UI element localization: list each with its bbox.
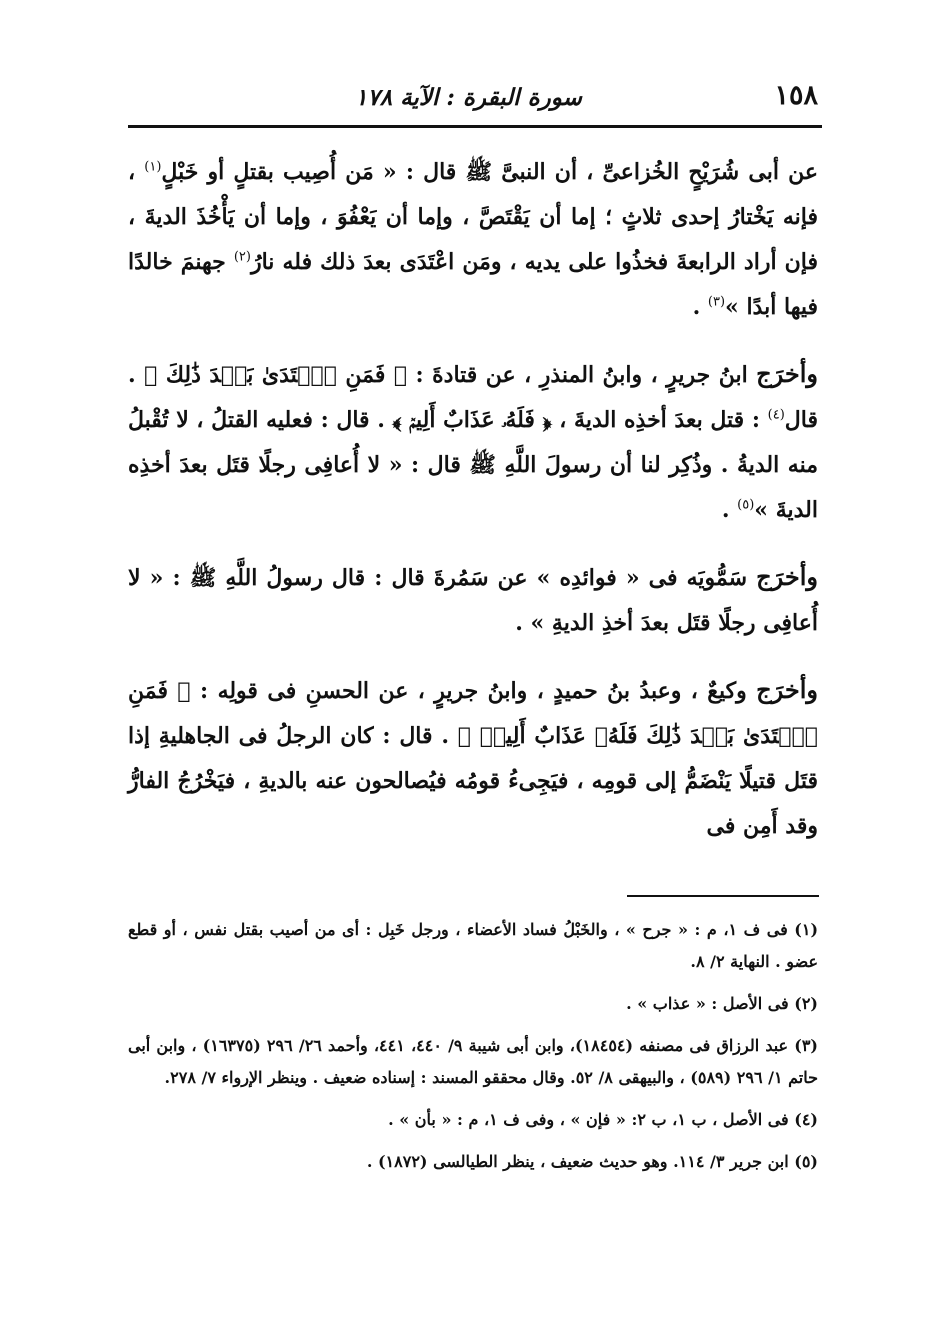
paragraph	[128, 667, 818, 849]
footnote: (٤) فى الأصل ، ب ١، ب ٢: « فإن » ، وفى ف ١، م : « بأن » .	[388, 1110, 818, 1129]
footnotes	[128, 914, 818, 1178]
header-divider	[128, 125, 822, 128]
footnote-marker: (١)	[144, 159, 162, 175]
main-text	[128, 150, 818, 849]
footnote-marker: (٥)	[737, 497, 755, 513]
footnote: (٢) فى الأصل : « عذاب » .	[626, 994, 818, 1013]
paragraph-lead-word: وأخرَج	[756, 562, 818, 591]
page-number: ١٥٨	[774, 80, 818, 111]
footnote-marker: (٢)	[233, 249, 251, 265]
running-title: سورة البقرة : الآية ١٧٨	[355, 84, 582, 111]
paragraph-lead-word: وأخرَج	[756, 359, 818, 388]
paragraph-text: .	[692, 294, 708, 320]
paragraph	[128, 351, 818, 533]
paragraph-text: جهنمَ خالدًا فيها أبدًا »	[128, 249, 818, 320]
paragraph-text: عن أبى شُرَيْحٍ الخُزاعىِّ ، أن النبىَّ ﷺ قال : « مَن أُصِيب بقتلٍ أو خَبْلٍ	[161, 159, 818, 185]
paragraph-text: سَمُّويَه فى « فوائدِه » عن سَمُرةَ قال : قال رسولُ اللَّهِ ﷺ : « لا أُعافِى رجلًا قتَل بعدَ أخذِ الديةِ » .	[128, 565, 818, 636]
paragraph-text: ابنُ جريرٍ ، وابنُ المنذرِ ، عن قتادةَ : ﴿ فَمَنِ ٱعۡتَدَىٰ بَعۡدَ ذَٰلِكَ ﴾ . قال	[128, 362, 818, 433]
footnote-marker: (٣)	[707, 294, 726, 310]
page-header	[128, 78, 818, 118]
paragraph-text: وكيعٌ ، وعبدُ بنُ حميدٍ ، وابنُ جريرٍ ، عن الحسنِ فى قولِه : ﴿ فَمَنِ ٱعۡتَدَىٰ بَعۡدَ ذَٰلِكَ فَلَهُۥ عَذَابٌ أَلِيمٞ ﴾ . قال : كان الرجلُ فى الجاهليةِ إذا قتَل قتيلًا يَنْضَمُّ إلى قومِه ، فيَجِىءُ قومُه فيُصالحون عنه بالديةِ ، فيَخْرُجُ الفارُّ وقد أَمِن فى	[128, 678, 818, 839]
paragraph	[128, 554, 818, 646]
paragraph-text: : قتل بعدَ أخذِه الديةَ ، ﴿ فَلَهُۥ عَذَابٌ أَلِيمٞ ﴾ . قال : فعليه القتلُ ، لا تُقْبلُ منه الديةُ . وذُكِر لنا أن رسولَ اللَّهِ ﷺ قال : « لا أُعافِى رجلًا قتَل بعدَ أخذِه الديةَ »	[128, 407, 818, 523]
footnote: (١) فى ف ١، م : « جرح » ، والخَبْلُ فساد الأعضاء ، ورجل خَبِل : أى من أصيب بقتل نفس ، أو قطع عضو . النهاية ٢/ ٨.	[128, 920, 819, 971]
footnote-marker: (٤)	[767, 407, 785, 423]
paragraph	[128, 150, 818, 330]
paragraph-text: ، فإنه يَخْتارُ إحدى ثلاثٍ ؛ إما أن يَقْتَصَّ ، وإما أن يَعْفُوَ ، وإما أن يَأْخُذَ الديةَ ، فإن أراد الرابعةَ فخذُوا على يديه ، ومَن اعْتَدَى بعدَ ذلك فله نارُ	[128, 159, 818, 275]
paragraph-text: .	[721, 497, 738, 523]
footnote-divider	[627, 895, 819, 897]
footnote: (٣) عبد الرزاق فى مصنفه (١٨٤٥٤)، وابن أبى شيبة ٩/ ٤٤٠، ٤٤١، وأحمد ٢٦/ ٢٩٦ (١٦٣٧٥) ، وابن أبى حاتم ١/ ٢٩٦ (٥٨٩) ، والبيهقى ٨/ ٥٢. وقال محققو المسند : إسناده ضعيف . وينظر الإرواء ٧/ ٢٧٨.	[128, 1036, 818, 1087]
paragraph-lead-word: وأخرَج	[756, 675, 818, 704]
footnote: (٥) ابن جرير ٣/ ١١٤. وهو حديث ضعيف ، ينظر الطيالسى (١٨٧٢) .	[366, 1152, 818, 1171]
